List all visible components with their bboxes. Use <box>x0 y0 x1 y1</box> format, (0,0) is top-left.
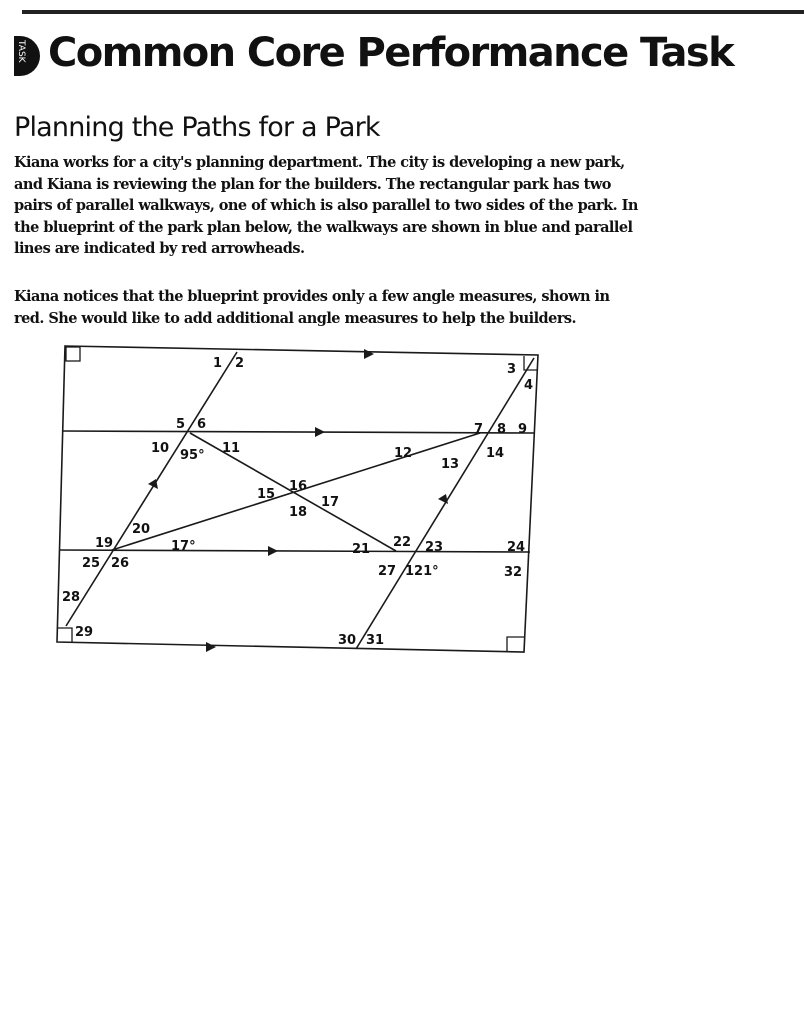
angle-label: 18 <box>289 505 308 520</box>
angle-label: 7 <box>474 422 484 437</box>
walkway-upper <box>62 431 534 433</box>
angle-label: 27 <box>378 564 397 579</box>
intro-line: lines are indicated by red arrowheads. <box>14 240 305 257</box>
angle-label: 3 <box>507 362 517 377</box>
intro-line: the blueprint of the park plan below, the walkways are shown in blue and parallel <box>14 218 633 236</box>
walkway-right-diagonal <box>356 358 534 649</box>
parallel-arrow <box>438 494 448 504</box>
angle-label: 1 <box>213 356 223 371</box>
angle-label: 21 <box>352 542 371 557</box>
angle-label: 11 <box>222 441 241 456</box>
section-subtitle: Planning the Paths for a Park <box>14 112 380 143</box>
angle-label: 10 <box>151 441 170 456</box>
angle-label: 8 <box>497 422 507 437</box>
park-boundary <box>57 346 538 652</box>
angle-label: 6 <box>197 417 207 432</box>
angle-label: 28 <box>62 590 81 605</box>
angle-label: 22 <box>393 535 412 550</box>
angle-label: 20 <box>132 522 151 537</box>
angle-label: 12 <box>394 446 413 461</box>
page-title: Common Core Performance Task <box>48 30 734 76</box>
parallel-arrow <box>206 642 216 652</box>
angle-label: 25 <box>82 556 101 571</box>
intro-line: Kiana works for a city's planning department. The city is developing a new park, <box>14 154 625 171</box>
corner-mark <box>507 637 524 651</box>
angle-label: 4 <box>524 378 534 393</box>
angle-label: 9 <box>518 422 528 437</box>
corner-mark <box>66 347 80 361</box>
angle-label: 16 <box>289 479 308 494</box>
angle-label: 15 <box>257 487 276 502</box>
intro-line: pairs of parallel walkways, one of which is also parallel to two sides of the park. In <box>14 197 638 214</box>
parallel-arrow <box>268 546 278 556</box>
given-angle-17: 17° <box>171 539 196 554</box>
intro-line: and Kiana is reviewing the plan for the builders. The rectangular park has two <box>14 175 611 193</box>
parallel-arrow <box>364 349 374 359</box>
angle-label: 32 <box>504 565 523 580</box>
angle-label: 13 <box>441 457 460 472</box>
angle-label: 2 <box>235 356 245 371</box>
angle-label: 14 <box>486 446 505 461</box>
task-line: Kiana notices that the blueprint provides only a few angle measures, shown in <box>14 288 610 305</box>
angle-label: 19 <box>95 536 114 551</box>
walkway-left-diagonal <box>66 352 237 626</box>
angle-label: 30 <box>338 633 357 648</box>
angle-label: 24 <box>507 540 526 555</box>
angle-label: 26 <box>111 556 130 571</box>
task-line: red. She would like to add additional angle measures to help the builders. <box>14 309 577 327</box>
angle-label: 23 <box>425 540 444 555</box>
given-angle-121: 121° <box>405 564 439 579</box>
walkway-lower <box>59 550 530 552</box>
angle-label: 29 <box>75 625 94 640</box>
parallel-arrow <box>315 427 325 437</box>
angle-label: 31 <box>366 633 385 648</box>
angle-label: 5 <box>176 417 186 432</box>
badge-text: TASK <box>16 40 26 63</box>
given-angle-95: 95° <box>180 448 205 463</box>
angle-label: 17 <box>321 495 340 510</box>
corner-mark <box>58 628 72 642</box>
